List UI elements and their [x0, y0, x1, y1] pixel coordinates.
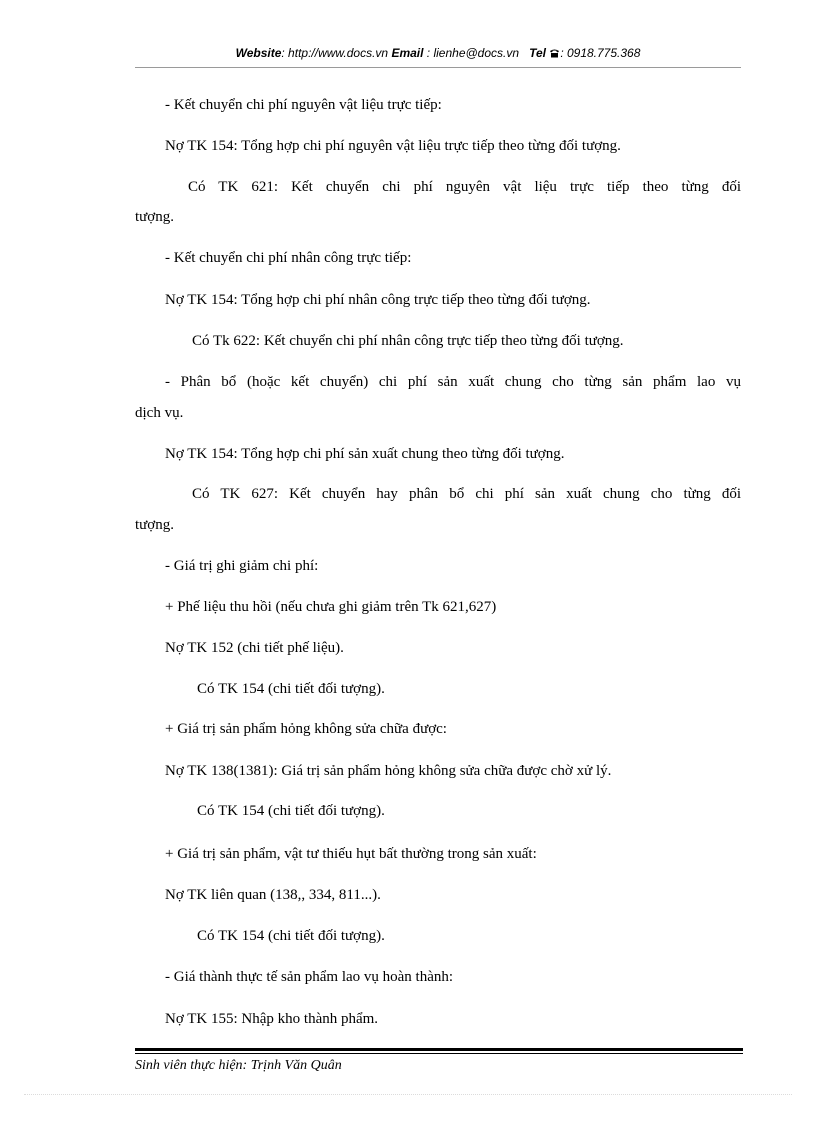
body-line: Có TK 154 (chi tiết đối tượng).: [197, 681, 385, 697]
tel-value: : 0918.775.368: [560, 46, 641, 60]
website-value: : http://www.docs.vn: [281, 46, 389, 60]
body-line: Có TK 627: Kết chuyển hay phân bổ chi phí sản xuất chung cho từng đối: [192, 486, 741, 502]
body-line: tượng.: [135, 517, 174, 533]
body-line: Nợ TK 154: Tổng hợp chi phí nhân công trực tiếp theo từng đối tượng.: [165, 292, 591, 308]
body-line: Có TK 154 (chi tiết đối tượng).: [197, 803, 385, 819]
header-divider: [135, 67, 741, 68]
page-bottom-dotted-line: [24, 1094, 792, 1095]
body-line: dịch vụ.: [135, 405, 184, 421]
body-line: Nợ TK 155: Nhập kho thành phẩm.: [165, 1011, 379, 1027]
body-line: Có Tk 622: Kết chuyển chi phí nhân công trực tiếp theo từng đối tượng.: [192, 333, 624, 349]
body-line: tượng.: [135, 209, 174, 225]
body-line: - Giá trị ghi giảm chi phí:: [165, 558, 319, 574]
email-value: : lienhe@docs.vn: [423, 46, 520, 60]
website-label: Website: [235, 46, 282, 60]
body-line: Có TK 621: Kết chuyển chi phí nguyên vật liệu trực tiếp theo từng đối: [188, 179, 741, 195]
body-line: - Kết chuyển chi phí nguyên vật liệu trực tiếp:: [165, 97, 442, 113]
body-line: - Giá thành thực tế sản phẩm lao vụ hoàn thành:: [165, 969, 454, 985]
body-line: - Kết chuyển chi phí nhân công trực tiếp:: [165, 250, 412, 266]
tel-label: Tel: [529, 46, 546, 60]
body-line: Nợ TK 154: Tổng hợp chi phí sản xuất chung theo từng đối tượng.: [165, 446, 565, 462]
footer-divider-thick: [135, 1048, 743, 1051]
phone-icon: [549, 48, 560, 58]
body-line: Nợ TK 152 (chi tiết phế liệu).: [165, 640, 344, 656]
footer-author: Sinh viên thực hiện: Trịnh Văn Quân: [135, 1058, 342, 1073]
body-line: Nợ TK liên quan (138,, 334, 811...).: [165, 887, 381, 903]
body-line: + Giá trị sản phẩm hỏng không sửa chữa được:: [165, 721, 447, 737]
page-header: [135, 46, 741, 60]
body-line: Có TK 154 (chi tiết đối tượng).: [197, 928, 385, 944]
body-line: + Giá trị sản phẩm, vật tư thiếu hụt bất thường trong sản xuất:: [165, 846, 537, 862]
email-label: Email: [391, 46, 424, 60]
body-line: Nợ TK 138(1381): Giá trị sản phẩm hỏng không sửa chữa được chờ xử lý.: [165, 763, 612, 779]
body-line: + Phế liệu thu hồi (nếu chưa ghi giảm trên Tk 621,627): [165, 599, 497, 615]
footer-divider-thin: [135, 1053, 743, 1054]
body-line: - Phân bổ (hoặc kết chuyển) chi phí sản xuất chung cho từng sản phẩm lao vụ: [165, 374, 741, 390]
body-line: Nợ TK 154: Tổng hợp chi phí nguyên vật liệu trực tiếp theo từng đối tượng.: [165, 138, 621, 154]
